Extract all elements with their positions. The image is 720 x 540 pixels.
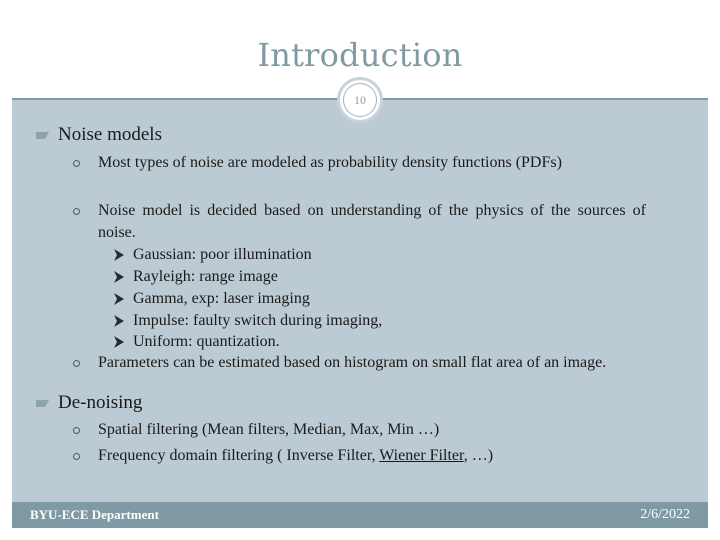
circle-bullet-icon <box>73 453 80 460</box>
arrow-bullet-icon <box>113 292 125 306</box>
list-item-text: Spatial filtering (Mean filters, Median, Max, Min …) <box>98 421 440 438</box>
list-item <box>98 352 646 374</box>
slide-number-badge <box>337 77 383 123</box>
list-item <box>98 200 646 244</box>
sub-list-item-text: Gaussian: poor illumination <box>133 246 312 263</box>
list-item-text: Most types of noise are modeled as probability density functions (PDFs) <box>98 154 562 171</box>
circle-bullet-icon <box>73 208 80 215</box>
wiener-filter-link[interactable]: Wiener Filter <box>379 447 464 464</box>
circle-bullet-icon <box>73 427 80 434</box>
arrow-bullet-icon <box>113 248 125 262</box>
arrow-bullet-icon <box>113 314 125 328</box>
list-item <box>98 445 646 467</box>
footer-date: 2/6/2022 <box>640 507 690 522</box>
section-bullet-icon <box>36 132 49 139</box>
arrow-bullet-icon <box>113 335 125 349</box>
sub-list-item-text: Gamma, exp: laser imaging <box>133 290 310 307</box>
circle-bullet-icon <box>73 360 80 367</box>
slide-number: 10 <box>343 83 377 117</box>
sub-list-item-text: Uniform: quantization. <box>133 333 280 350</box>
sub-list-item-text: Impulse: faulty switch during imaging, <box>133 312 383 329</box>
arrow-bullet-icon <box>113 270 125 284</box>
slide-title: Introduction <box>257 36 463 74</box>
section-heading-text: De-noising <box>58 392 143 413</box>
section-heading-text: Noise models <box>58 124 162 145</box>
footer-department: BYU-ECE Department <box>30 507 159 522</box>
sub-list-item <box>133 310 382 332</box>
sub-list-item <box>133 244 312 266</box>
section-heading-noise-models <box>58 124 162 146</box>
sub-list-item-text: Rayleigh: range image <box>133 268 278 285</box>
sub-list-item <box>133 331 280 353</box>
list-item-text: Parameters can be estimated based on histogram on small flat area of an image. <box>98 354 607 371</box>
circle-bullet-icon <box>73 160 80 167</box>
section-heading-de-noising <box>58 392 142 414</box>
list-item-text: Noise model is decided based on understanding of the physics of the sources of noise. <box>98 202 646 241</box>
list-item <box>98 152 646 174</box>
list-item <box>98 419 646 441</box>
sub-list-item <box>133 288 310 310</box>
section-bullet-icon <box>36 400 49 407</box>
sub-list-item <box>133 266 278 288</box>
list-item-text-before: Frequency domain filtering ( Inverse Filter, <box>98 447 380 464</box>
list-item-text-after: , …) <box>463 447 494 464</box>
